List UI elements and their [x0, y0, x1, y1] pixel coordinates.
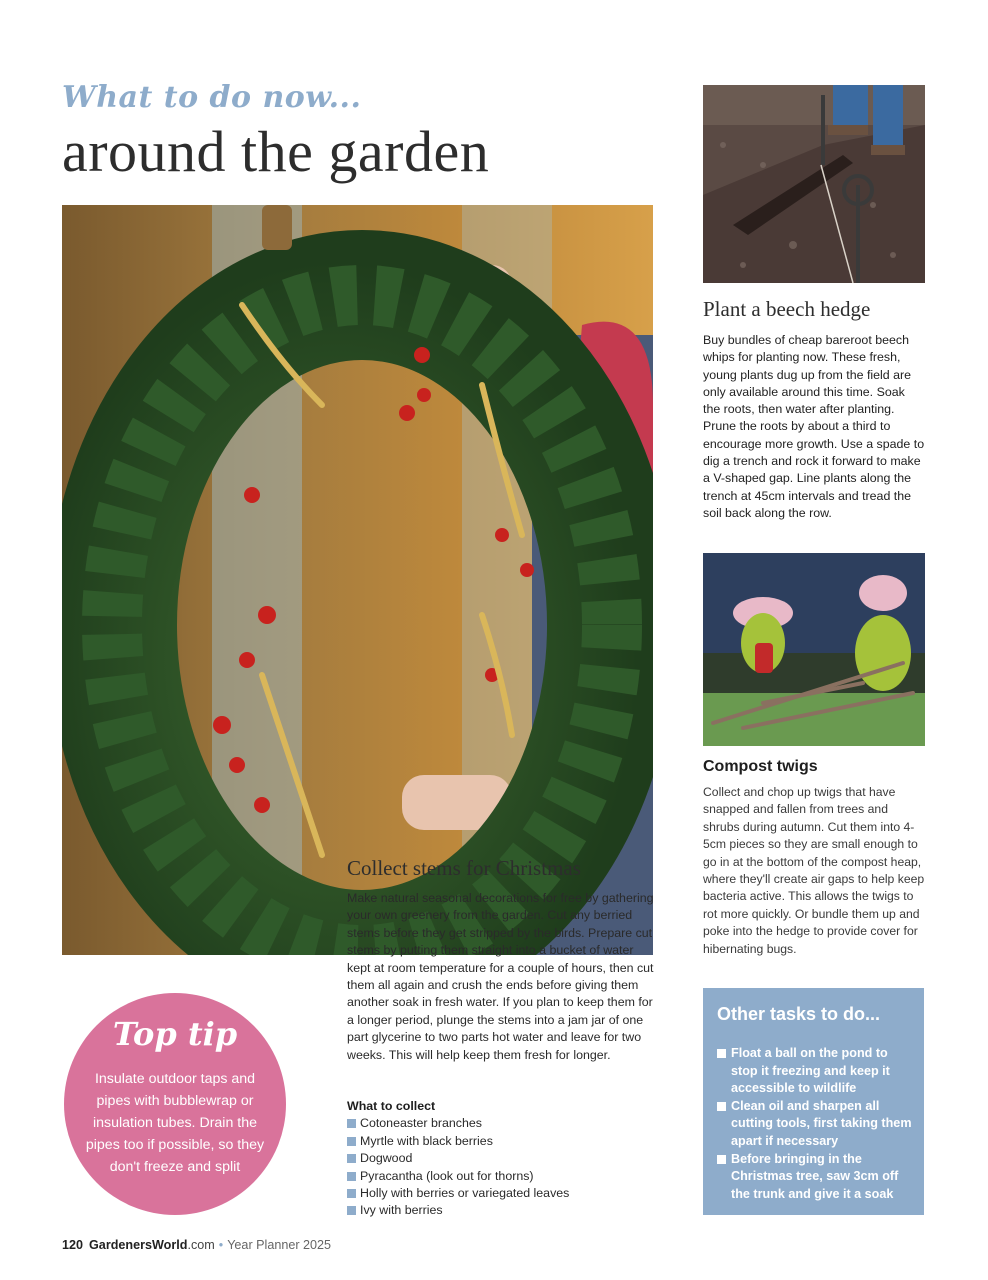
page-footer [62, 1238, 331, 1252]
list-item: Myrtle with black berries [347, 1133, 647, 1150]
what-to-collect [347, 1098, 647, 1220]
beech-body: Buy bundles of cheap bareroot beech whips for planting now. These fresh, young plants dug up from the field are only available around this time. Soak the roots, then water after planting. Prune the roots by about a third to encourage more growth. Use a spade to dig a trench and rock it forward to make a V-shaped gap. Line plants along the trench at 45cm intervals and tread the soil back along the row. [703, 333, 925, 520]
publication-name: Year Planner 2025 [227, 1238, 332, 1252]
list-item: Pyracantha (look out for thorns) [347, 1168, 647, 1185]
page-number: 120 [62, 1238, 84, 1252]
list-item: Holly with berries or variegated leaves [347, 1185, 647, 1202]
list-item: Float a ball on the pond to stop it freezing and keep it accessible to wildlife [717, 1045, 914, 1098]
collect-list [347, 1115, 647, 1219]
brand-name: GardenersWorld [89, 1238, 188, 1252]
list-item: Before bringing in the Christmas tree, saw 3cm off the trunk and give it a soak [717, 1151, 914, 1204]
beech-hedge-photo [703, 85, 925, 283]
collect-heading: What to collect [347, 1099, 436, 1113]
christmas-headline: Collect stems for Christmas [347, 856, 581, 880]
christmas-body: Make natural seasonal decorations for free by gathering your own greenery from the garden. Cut any berried stems before they get stripped by the birds. Prepare cut stems by putting them straight into a bucket of water kept at room temperature for a couple of hours, then cut them all again and crush the ends before giving them another soak in fresh water. If you plan to keep them for a longer period, plunge the stems into a jam jar of one part glycerine to two parts hot water and leave for two weeks. This will help keep them fresh for longer. [347, 891, 654, 1062]
list-item: Clean oil and sharpen all cutting tools, first taking them apart if necessary [717, 1098, 914, 1151]
compost-headline: Compost twigs [703, 758, 818, 775]
other-tasks-title: Other tasks to do... [717, 1004, 881, 1024]
other-tasks-list [717, 1045, 914, 1203]
compost-body: Collect and chop up twigs that have snapped and fallen from trees and shrubs during autumn. Cut them into 4-5cm pieces so they are small enough to go in at the bottom of the compost heap, where they'll create air gaps to help keep bacteria active. This allows the twigs to rot more quickly. Or bundle them up and poke into the hedge to provide cover for hibernating bugs. [703, 785, 925, 956]
top-tip-title: Top tip [112, 1015, 238, 1053]
page-title: around the garden [62, 119, 490, 184]
list-item: Dogwood [347, 1150, 647, 1167]
brand-domain: .com [187, 1238, 215, 1252]
top-tip-circle [64, 993, 286, 1215]
compost-twigs-photo [703, 553, 925, 746]
wreath-photo [62, 205, 653, 955]
list-item: Ivy with berries [347, 1202, 647, 1219]
separator-dot: • [218, 1238, 224, 1252]
list-item: Cotoneaster branches [347, 1115, 647, 1132]
beech-headline: Plant a beech hedge [703, 297, 871, 321]
section-kicker: What to do now... [62, 80, 362, 115]
top-tip-text: Insulate outdoor taps and pipes with bubblewrap or insulation tubes. Drain the pipes too if possible, so they don't freeze and split [85, 1071, 265, 1175]
other-tasks-box [703, 988, 924, 1215]
